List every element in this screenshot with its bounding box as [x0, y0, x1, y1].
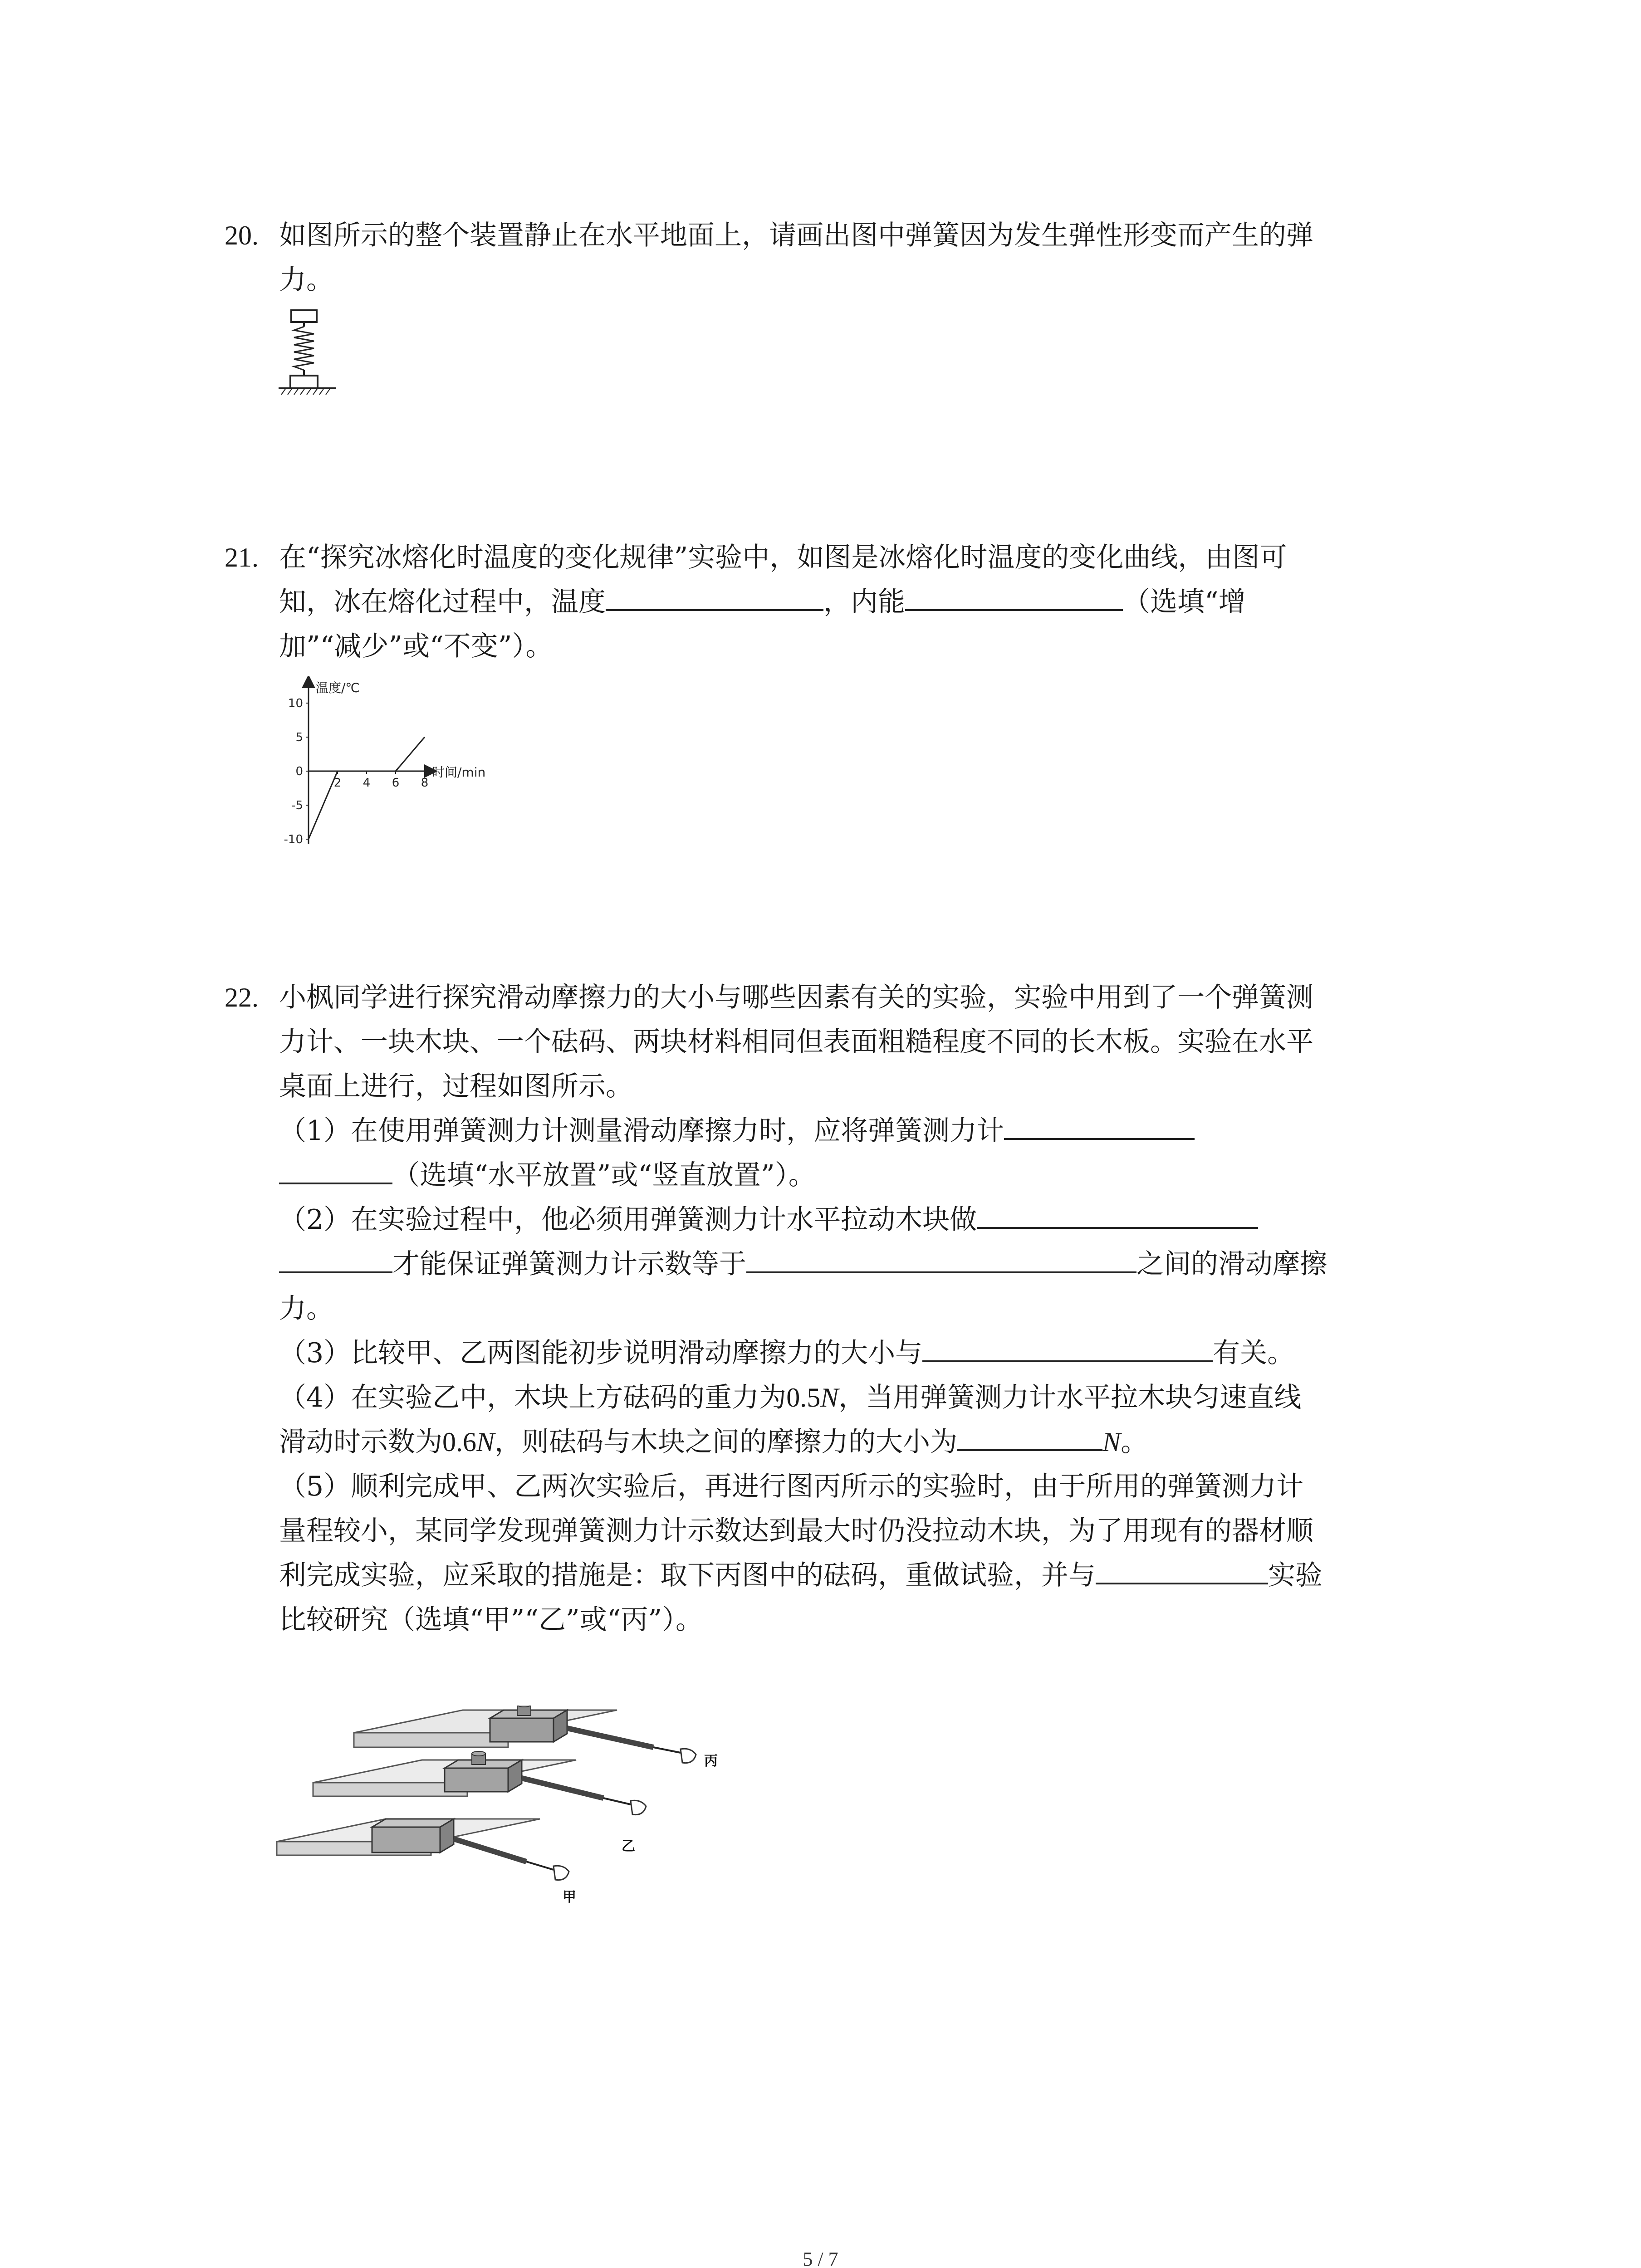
- question-22: 22. 小枫同学进行探究滑动摩擦力的大小与哪些因素有关的实验，实验中用到了一个弹簧测 力计、一块木块、一个砝码、两块材料相同但表面粗糙程度不同的长木板。实验在水平 桌面上进行，过程如图所示。 （1）在使用弹簧测力计测量滑动摩擦力时，应将弹簧测力计 （选填“水平放置”或“竖直放置”）。 （2）在实验过程中，他必须用弹簧测力计水平拉动木块做 才能保证弹簧测力计示数等于 之间的滑动摩擦 力。 （3）比较甲、乙两图能初步说明滑动摩擦力的大小与 有关。 （4）在实验乙中，木块上方砝码的重力为0.5N，当用弹簧测力计水平拉木块匀速直线 滑动时示数为0.6N，则砝码与木块之间的摩擦力的大小为 N。 （5）顺利完成甲、乙两次实验后，再进行图丙所示的实验时，由于所用的弹簧测力计 量程较小，某同学发现弹簧测力计示数达到最大时仍没拉动木块，为了用现有的器材顺 利完成实验，应采取的措施是：取下丙图中的砝码，重做试验，并与 实验 比较研究（选填“甲”“乙”或“丙”）。: [225, 975, 1454, 1642]
- answer-blank-3[interactable]: [922, 1338, 1213, 1362]
- spring-scale-yi: [522, 1778, 646, 1815]
- x-tick-label: 8: [421, 776, 429, 790]
- question-text: 小枫同学进行探究滑动摩擦力的大小与哪些因素有关的实验，实验中用到了一个弹簧测: [279, 982, 1313, 1013]
- y-tick-label: 10: [288, 697, 303, 710]
- answer-blank-2c[interactable]: [746, 1249, 1136, 1273]
- question-text: 加”“减少”或“不变”）。: [279, 631, 553, 662]
- question-text: 如图所示的整个装置静止在水平地面上，请画出图中弹簧因为发生弹性形变而产生的弹: [279, 220, 1313, 251]
- y-axis-label: 温度/℃: [316, 680, 360, 695]
- answer-blank-1a[interactable]: [1004, 1115, 1195, 1140]
- melting-temperature-chart: [272, 676, 554, 853]
- question-20: [225, 213, 1454, 302]
- question-number: 20.: [225, 220, 259, 250]
- y-tick-label: 5: [295, 731, 303, 744]
- answer-blank-1b[interactable]: [279, 1160, 392, 1184]
- answer-blank-2b[interactable]: [279, 1249, 392, 1273]
- answer-blank-5[interactable]: [1096, 1560, 1268, 1584]
- question-text: 桌面上进行，过程如图所示。: [279, 1070, 633, 1102]
- label-jia: 甲: [563, 1889, 576, 1905]
- wood-block-jia: [372, 1819, 454, 1853]
- x-tick-label: 4: [362, 776, 371, 790]
- weight-yi: [472, 1751, 485, 1765]
- question-number: 21.: [225, 543, 259, 572]
- answer-blank-internal-energy[interactable]: [905, 587, 1123, 611]
- question-number: 22.: [225, 982, 259, 1012]
- answer-blank-4[interactable]: [957, 1427, 1102, 1451]
- question-text: 力。: [279, 264, 333, 296]
- question-21: 21. 在“探究冰熔化时温度的变化规律”实验中，如图是冰熔化时温度的变化曲线，由图可 知，冰在熔化过程中，温度 ，内能 （选填“增 加”“减少”或“不变”）。: [225, 535, 1454, 669]
- x-axis-label: 时间/min: [432, 765, 486, 780]
- question-text: 力计、一块木块、一个砝码、两块材料相同但表面粗糙程度不同的长木板。实验在水平: [279, 1026, 1313, 1058]
- x-tick-label: 2: [333, 776, 342, 790]
- answer-blank-2a[interactable]: [977, 1204, 1258, 1229]
- friction-experiment-figure: [272, 1706, 735, 1941]
- spring-scale-jia: [454, 1839, 569, 1880]
- x-tick-label: 6: [392, 776, 400, 790]
- y-tick-label: -10: [284, 833, 303, 846]
- y-tick-label: -5: [291, 799, 303, 812]
- label-yi: 乙: [622, 1838, 635, 1854]
- weight-bing: [517, 1706, 531, 1716]
- question-text: 在“探究冰熔化时温度的变化规律”实验中，如图是冰熔化时温度的变化曲线，由图可: [279, 542, 1287, 573]
- spring-apparatus-figure: [277, 308, 340, 399]
- answer-blank-temperature[interactable]: [606, 587, 823, 611]
- spring-scale-bing: [567, 1728, 696, 1763]
- page-number: 5 / 7: [803, 2248, 838, 2268]
- label-bing: 丙: [704, 1753, 718, 1769]
- y-tick-label: 0: [295, 765, 303, 778]
